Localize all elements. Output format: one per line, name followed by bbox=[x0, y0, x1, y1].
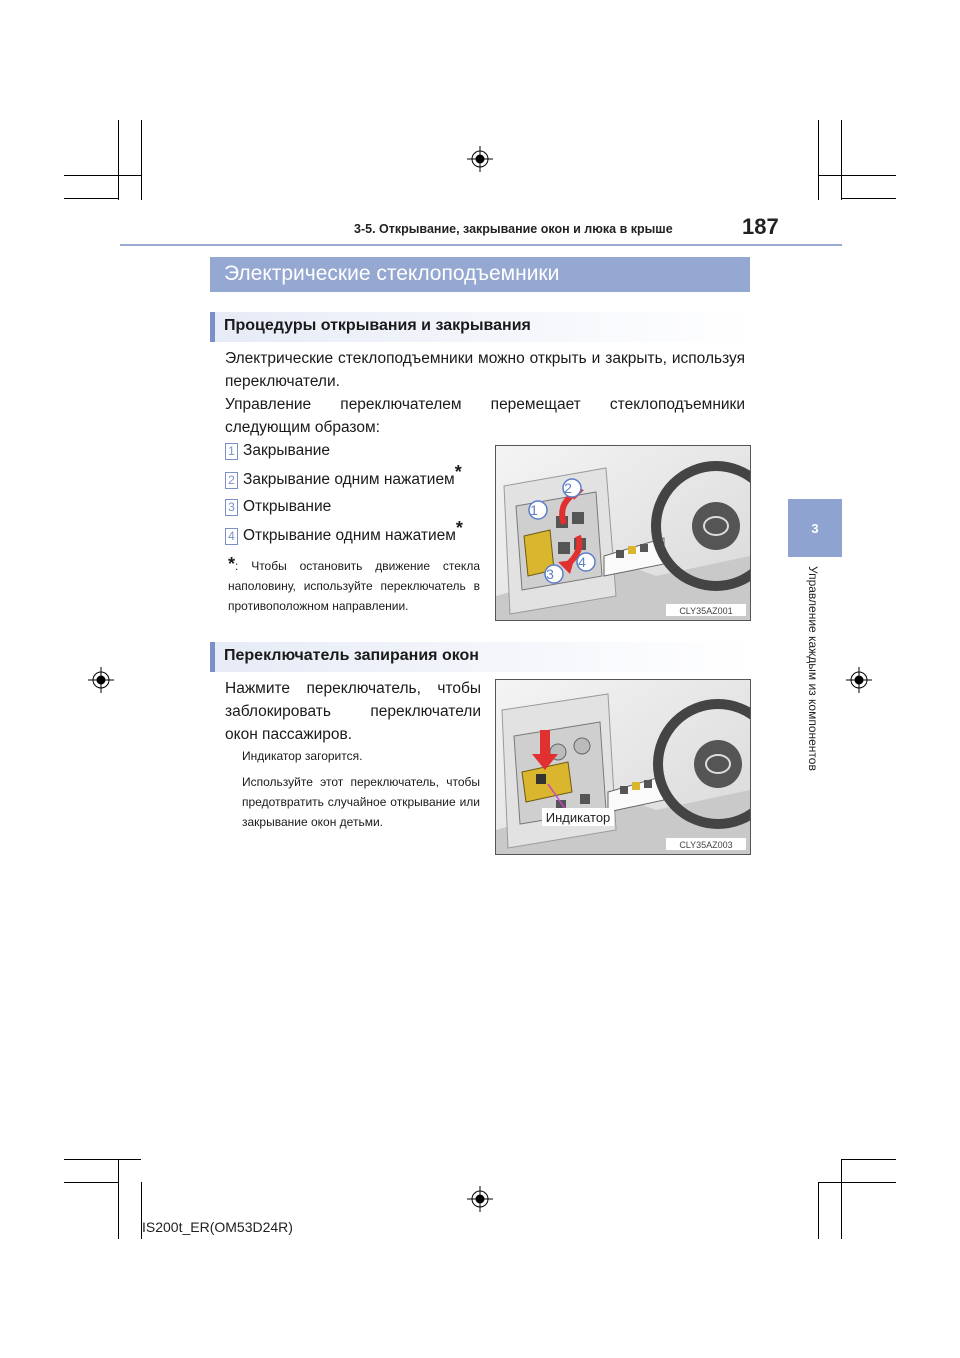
footnote: *: Чтобы остановить движение стекла наполовину, используйте переключатель в противоположном направлении. bbox=[228, 554, 480, 613]
page-number: 187 bbox=[742, 214, 779, 239]
crop-mark bbox=[818, 120, 819, 200]
crop-mark bbox=[118, 1159, 119, 1239]
crop-mark bbox=[841, 1159, 842, 1239]
section1-heading: Процедуры открывания и закрывания bbox=[224, 317, 531, 334]
item-label: Закрывание bbox=[243, 442, 331, 459]
indicator-label: Индикатор bbox=[545, 810, 611, 825]
section2-heading-bar bbox=[210, 642, 750, 672]
crop-mark bbox=[841, 1159, 896, 1160]
registration-mark-icon bbox=[467, 1186, 493, 1212]
main-title-bar bbox=[210, 257, 750, 292]
crop-mark bbox=[64, 198, 118, 199]
callout-2: 2 bbox=[564, 480, 572, 496]
section2-note-1: Индикатор загорится. bbox=[242, 749, 363, 763]
section-title: 3-5. Открывание, закрывание окон и люка в крыше bbox=[354, 222, 673, 236]
chapter-title-vertical bbox=[806, 566, 824, 836]
crop-mark bbox=[64, 175, 141, 176]
model-code: IS200t_ER(OM53D24R) bbox=[142, 1219, 293, 1235]
section2-body: Нажмите переключатель, чтобы заблокировать переключатели окон пассажиров. bbox=[225, 680, 481, 743]
item-number: 2 bbox=[225, 472, 238, 489]
image-code: CLY35AZ001 bbox=[679, 606, 733, 616]
crop-mark bbox=[64, 1159, 141, 1160]
callout-4: 4 bbox=[578, 554, 586, 570]
section1-intro-1: Электрические стеклоподъемники можно открыть и закрыть, используя переключатели. bbox=[225, 350, 745, 390]
section1-intro-2: Управление переключателем перемещает стеклоподъемники следующим образом: bbox=[225, 396, 745, 436]
callout-1: 1 bbox=[530, 502, 538, 518]
crop-mark bbox=[841, 198, 896, 199]
item-number: 4 bbox=[225, 528, 238, 545]
lock-switch-illustration bbox=[495, 679, 751, 855]
crop-mark bbox=[141, 120, 142, 200]
item-number: 3 bbox=[225, 499, 238, 516]
image-code: CLY35AZ003 bbox=[679, 840, 733, 850]
registration-mark-icon bbox=[88, 667, 114, 693]
chapter-title: Управление каждым из компонентов bbox=[806, 566, 820, 771]
section2-heading: Переключатель запирания окон bbox=[224, 647, 479, 664]
section2-note-2: Используйте этот переключатель, чтобы предотвратить случайное открывание или закрывание окон детьми. bbox=[242, 775, 480, 829]
callout-3: 3 bbox=[546, 566, 554, 582]
heading-accent bbox=[210, 312, 215, 342]
heading-accent bbox=[210, 642, 215, 672]
registration-mark-icon bbox=[846, 667, 872, 693]
header-divider bbox=[120, 244, 842, 246]
item-label: Открывание одним нажатием* bbox=[243, 517, 463, 544]
crop-mark bbox=[818, 1182, 896, 1183]
registration-mark-icon bbox=[467, 146, 493, 172]
crop-mark bbox=[818, 175, 896, 176]
crop-mark bbox=[64, 1182, 118, 1183]
crop-mark bbox=[118, 120, 119, 200]
crop-mark bbox=[818, 1182, 819, 1239]
section1-heading-bar bbox=[210, 312, 750, 342]
chapter-number: 3 bbox=[811, 520, 819, 536]
item-label: Закрывание одним нажатием* bbox=[243, 461, 462, 488]
crop-mark bbox=[841, 120, 842, 200]
item-label: Открывание bbox=[243, 498, 332, 515]
main-title: Электрические стеклоподъемники bbox=[224, 262, 560, 285]
item-number: 1 bbox=[225, 443, 238, 460]
window-switch-illustration bbox=[495, 445, 751, 621]
